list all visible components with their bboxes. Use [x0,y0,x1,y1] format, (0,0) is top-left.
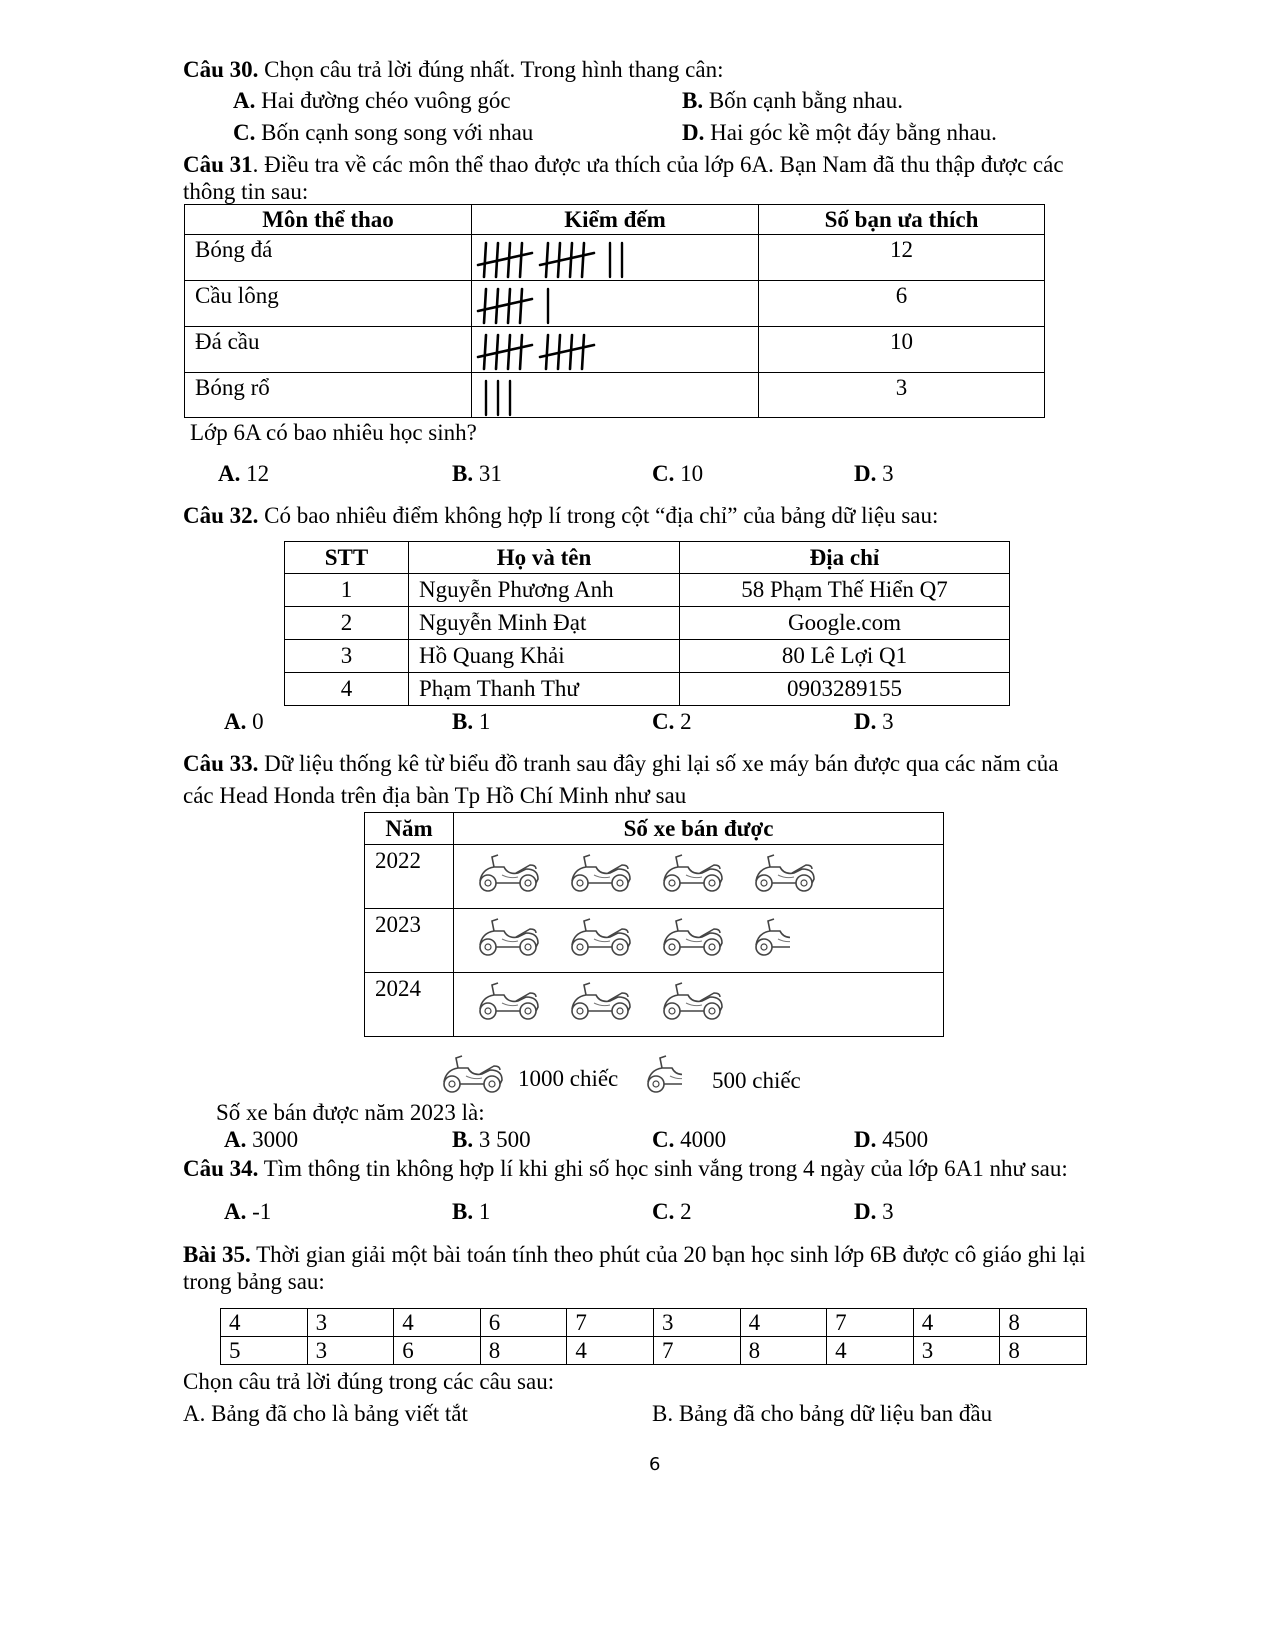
q35-stem-cont: trong bảng sau: [183,1269,325,1294]
row-name: Nguyễn Phương Anh [409,574,680,607]
table-row [221,1309,1087,1337]
tally-count: 12 [759,235,1045,281]
row-stt: 1 [285,574,409,607]
legend-half-motorbike-icon [642,1054,682,1096]
tally-marks [472,327,759,373]
table-row [285,607,1010,640]
row-stt: 3 [285,640,409,673]
q32-option-d: D. 3 [854,709,894,734]
motorbike-icon [658,853,750,878]
motorbike-icon [566,853,658,878]
data-cell: 3 [653,1309,740,1337]
q32-option-c: C. 2 [652,709,692,734]
legend-half-label: 500 chiếc [712,1068,801,1093]
table-row [221,1337,1087,1365]
motorbike-icon [474,917,566,942]
data-cell: 5 [221,1337,308,1365]
motorbike-icons [454,973,944,1037]
q35-option-b: B. Bảng đã cho bảng dữ liệu ban đầu [652,1401,993,1426]
row-name: Phạm Thanh Thư [409,673,680,706]
legend-full-motorbike-icon [438,1054,508,1096]
q33-question: Số xe bán được năm 2023 là: [216,1100,485,1125]
motorbike-icons [454,845,944,909]
year-label: 2024 [365,973,454,1037]
year-label: 2023 [365,909,454,973]
data-cell: 4 [567,1337,654,1365]
q30-option-c: C. Bốn cạnh song song với nhau [233,120,534,145]
q32-address-table [284,541,1010,706]
table-row [185,373,1045,418]
tally-marks [472,235,759,281]
sport-name: Đá cầu [185,327,472,373]
table-row [365,973,944,1037]
data-cell: 6 [394,1337,481,1365]
data-cell: 4 [221,1309,308,1337]
table-row [285,640,1010,673]
q34-option-d: D. 3 [854,1199,894,1224]
q31-header-sport: Môn thể thao [185,205,472,235]
half-motorbike-icon [750,917,812,942]
q30-option-a: A. Hai đường chéo vuông góc [233,88,511,113]
q33-option-b: B. 3 500 [452,1127,531,1152]
row-address: 58 Phạm Thế Hiển Q7 [680,574,1010,607]
q32-stem: Câu 32. Có bao nhiêu điểm không hợp lí trong cột “địa chỉ” của bảng dữ liệu sau: [183,503,939,528]
motorbike-icon [474,853,566,878]
q35-stem: Bài 35. Thời gian giải một bài toán tính theo phút của 20 bạn học sinh lớp 6B được cô giáo ghi lại [183,1242,1086,1267]
q30-stem: Câu 30. Chọn câu trả lời đúng nhất. Trong hình thang cân: [183,57,724,82]
q35-instruction: Chọn câu trả lời đúng trong các câu sau: [183,1369,555,1394]
tally-count: 6 [759,281,1045,327]
page-number: 6 [649,1454,661,1475]
data-cell: 3 [307,1337,394,1365]
data-cell: 8 [740,1337,827,1365]
tally-marks [472,281,759,327]
motorbike-icon [658,981,750,1006]
q33-option-c: C. 4000 [652,1127,727,1152]
q31-header-count: Số bạn ưa thích [759,205,1045,235]
q32-header-address: Địa chỉ [680,542,1010,574]
row-address: 0903289155 [680,673,1010,706]
data-cell: 4 [913,1309,1000,1337]
motorbike-icon [474,981,566,1006]
q35-option-a: A. Bảng đã cho là bảng viết tắt [183,1401,468,1426]
q31-option-d: D. 3 [854,461,894,486]
q32-option-a: A. 0 [224,709,264,734]
motorbike-icons [454,909,944,973]
data-cell: 3 [913,1337,1000,1365]
row-stt: 2 [285,607,409,640]
q31-header-tally: Kiểm đếm [472,205,759,235]
tally-count: 10 [759,327,1045,373]
q33-header-sold: Số xe bán được [454,813,944,845]
q31-stem-cont: thông tin sau: [183,179,309,204]
q32-header-stt: STT [285,542,409,574]
sport-name: Cầu lông [185,281,472,327]
legend-full-label: 1000 chiếc [518,1066,619,1091]
q33-option-d: D. 4500 [854,1127,929,1152]
q35-data-table [220,1308,1087,1365]
tally-count: 3 [759,373,1045,418]
q30-option-b: B. Bốn cạnh bằng nhau. [682,88,904,113]
q31-option-b: B. 31 [452,461,502,486]
q32-option-b: B. 1 [452,709,491,734]
q33-pictograph-table [364,812,944,1037]
row-stt: 4 [285,673,409,706]
row-address: Google.com [680,607,1010,640]
motorbike-icon [566,981,658,1006]
q33-stem-cont: các Head Honda trên địa bàn Tp Hồ Chí Minh như sau [183,783,687,808]
data-cell: 7 [653,1337,740,1365]
q30-option-d: D. Hai góc kề một đáy bằng nhau. [682,120,997,145]
data-cell: 3 [307,1309,394,1337]
row-name: Nguyễn Minh Đạt [409,607,680,640]
motorbike-icon [750,853,842,878]
data-cell: 4 [740,1309,827,1337]
data-cell: 8 [1000,1309,1087,1337]
row-name: Hồ Quang Khải [409,640,680,673]
data-cell: 8 [1000,1337,1087,1365]
year-label: 2022 [365,845,454,909]
q34-option-a: A. -1 [224,1199,272,1224]
table-row [285,574,1010,607]
table-row [365,909,944,973]
q32-header-name: Họ và tên [409,542,680,574]
data-cell: 8 [480,1337,567,1365]
tally-marks [472,373,759,418]
motorbike-icon [658,917,750,942]
data-cell: 6 [480,1309,567,1337]
table-row [185,327,1045,373]
q33-stem: Câu 33. Dữ liệu thống kê từ biểu đồ tranh sau đây ghi lại số xe máy bán được qua các năm của [183,751,1059,776]
table-row [365,845,944,909]
q34-stem: Câu 34. Tìm thông tin không hợp lí khi ghi số học sinh vắng trong 4 ngày của lớp 6A1 như sau: [183,1156,1068,1181]
table-row [185,235,1045,281]
data-cell: 7 [567,1309,654,1337]
q33-header-year: Năm [365,813,454,845]
data-cell: 7 [827,1309,914,1337]
q31-stem: Câu 31. Điều tra về các môn thể thao được ưa thích của lớp 6A. Bạn Nam đã thu thập được các [183,152,1064,177]
q31-question: Lớp 6A có bao nhiêu học sinh? [190,420,477,445]
q34-option-b: B. 1 [452,1199,491,1224]
table-row [185,281,1045,327]
table-row [285,673,1010,706]
q31-tally-table [184,204,1045,418]
sport-name: Bóng đá [185,235,472,281]
data-cell: 4 [827,1337,914,1365]
data-cell: 4 [394,1309,481,1337]
sport-name: Bóng rổ [185,373,472,418]
q31-option-a: A. 12 [218,461,270,486]
motorbike-icon [566,917,658,942]
q34-option-c: C. 2 [652,1199,692,1224]
row-address: 80 Lê Lợi Q1 [680,640,1010,673]
q33-option-a: A. 3000 [224,1127,299,1152]
q31-option-c: C. 10 [652,461,704,486]
